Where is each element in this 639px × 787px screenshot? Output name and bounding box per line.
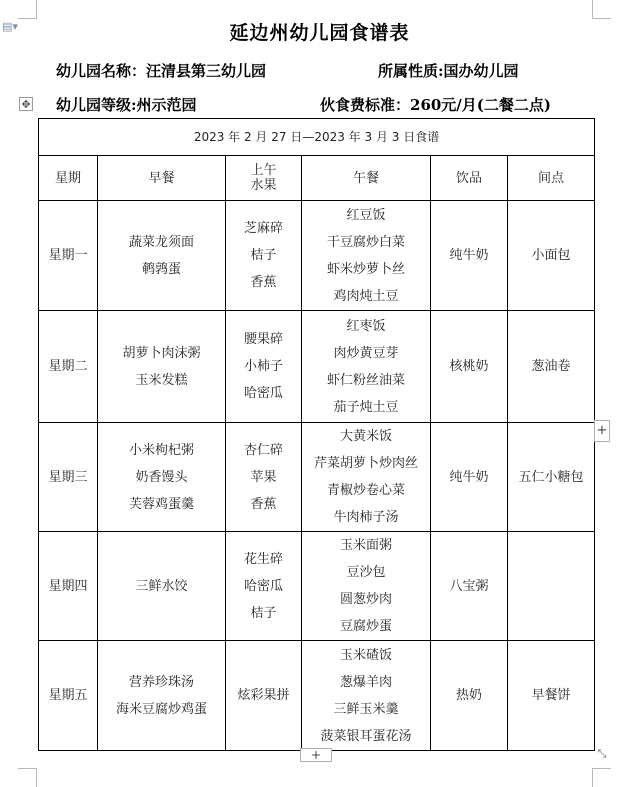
crop-mark-top-right: [592, 0, 611, 19]
dish-item: 三鲜玉米羹: [333, 701, 399, 717]
breakfast-cell: [98, 532, 226, 641]
fruit-cell: [226, 532, 302, 641]
menu-table: [38, 118, 595, 751]
snack-cell: 小面包: [508, 201, 595, 311]
table-row: [39, 532, 595, 641]
table-row: [39, 311, 595, 423]
lunch-cell: [302, 423, 431, 532]
dish-item: 鹌鹑蛋: [141, 261, 181, 277]
dish-item: 小柿子: [243, 359, 283, 374]
dish-item: 青椒炒卷心菜: [326, 483, 405, 498]
header-breakfast: 早餐: [98, 156, 226, 201]
add-column-button[interactable]: +: [594, 420, 610, 442]
header-fruit: [226, 156, 302, 201]
snack-cell: [508, 532, 595, 641]
dish-item: 杏仁碎: [243, 442, 283, 458]
crop-mark-top-left: [18, 0, 37, 19]
dish-item: 奶香馒头: [135, 469, 188, 485]
day-cell: 星期二: [39, 311, 98, 423]
kindergarten-grade: 幼儿园等级:州示范园: [56, 96, 197, 114]
drink-cell: 核桃奶: [431, 311, 508, 423]
breakfast-cell: [98, 311, 226, 423]
drink-cell: 纯牛奶: [431, 201, 508, 311]
dish-item: 豆腐炒蛋: [339, 619, 392, 634]
date-row: [39, 119, 595, 156]
dish-item: 玉米碴饭: [339, 647, 392, 663]
breakfast-cell: [98, 641, 226, 751]
document-icon: ▤▾: [2, 20, 18, 33]
dish-item: 茄子炖土豆: [333, 399, 399, 415]
dish-item: 香蕉: [250, 275, 277, 290]
snack-cell: 早餐饼: [508, 641, 595, 751]
table-row: [39, 201, 595, 311]
dish-item: 桔子: [250, 605, 277, 621]
drink-cell: 热奶: [431, 641, 508, 751]
table-resize-handle-icon[interactable]: ⤡: [597, 747, 607, 760]
dish-item: 腰果碎: [243, 332, 283, 347]
lunch-cell: [302, 201, 431, 311]
crop-mark-bottom-left: [18, 768, 37, 787]
dish-item: 蔬菜龙须面: [128, 234, 194, 250]
table-row: [39, 641, 595, 751]
dish-item: 哈密瓜: [243, 386, 283, 401]
fruit-cell: [226, 201, 302, 311]
dish-item: 桔子: [250, 248, 277, 263]
lunch-cell: [302, 641, 431, 751]
dish-item: 玉米面粥: [339, 538, 392, 553]
header-fruit-bottom: 水果: [250, 178, 277, 193]
day-cell: 星期五: [39, 641, 98, 751]
dish-item: 营养珍珠汤: [128, 674, 194, 690]
dish-item: 牛肉柿子汤: [333, 510, 399, 525]
lunch-cell: [302, 532, 431, 641]
dish-item: 虾米炒萝卜丝: [326, 261, 405, 277]
dish-item: 红枣饭: [346, 318, 386, 334]
dish-item: 玉米发糕: [135, 372, 188, 388]
kindergarten-name: 幼儿园名称：汪清县第三幼儿园: [56, 62, 267, 80]
dish-item: 干豆腐炒白菜: [326, 234, 405, 250]
header-lunch: 午餐: [302, 156, 431, 201]
header-snack: 间点: [508, 156, 595, 201]
dish-item: 虾仁粉丝油菜: [326, 372, 405, 388]
meal-fee-standard: 伙食费标准：260元/月(二餐二点): [320, 96, 551, 114]
dish-item: 香蕉: [250, 496, 277, 512]
dish-item: 芝麻碎: [243, 221, 283, 236]
dish-item: 炫彩果拼: [237, 688, 290, 703]
drink-cell: 纯牛奶: [431, 423, 508, 532]
dish-item: 菠菜银耳蛋花汤: [320, 728, 412, 744]
fruit-cell: [226, 311, 302, 423]
table-row: [39, 423, 595, 532]
breakfast-cell: [98, 201, 226, 311]
dish-item: 豆沙包: [346, 565, 386, 580]
header-drink: 饮品: [431, 156, 508, 201]
dish-item: 海米豆腐炒鸡蛋: [115, 701, 207, 717]
dish-item: 大黄米饭: [339, 429, 392, 444]
fruit-cell: [226, 641, 302, 751]
page-title: 延边州幼儿园食谱表: [229, 22, 410, 44]
date-range: 2023 年 2 月 27 日—2023 年 3 月 3 日食谱: [39, 119, 595, 156]
dish-item: 芙蓉鸡蛋羹: [128, 496, 194, 512]
dish-item: 鸡肉炖土豆: [333, 288, 399, 304]
dish-item: 圆葱炒肉: [339, 592, 392, 607]
dish-item: 葱爆羊肉: [339, 674, 392, 690]
day-cell: 星期四: [39, 532, 98, 641]
add-row-button[interactable]: +: [300, 748, 332, 762]
header-day: 星期: [39, 156, 98, 201]
dish-item: 肉炒黄豆芽: [333, 345, 399, 361]
dish-item: 红豆饭: [346, 207, 386, 223]
menu-body: [39, 201, 595, 751]
kindergarten-nature: 所属性质:国办幼儿园: [378, 62, 519, 80]
dish-item: 苹果: [250, 469, 277, 485]
lunch-cell: [302, 311, 431, 423]
day-cell: 星期三: [39, 423, 98, 532]
header-fruit-top: 上午: [250, 163, 277, 178]
dish-item: 花生碎: [243, 551, 283, 567]
fruit-cell: [226, 423, 302, 532]
dish-item: 小米枸杞粥: [128, 442, 194, 458]
day-cell: 星期一: [39, 201, 98, 311]
dish-item: 芹菜胡萝卜炒肉丝: [313, 456, 418, 471]
table-move-handle-icon[interactable]: ✥: [19, 97, 33, 111]
snack-cell: 五仁小糖包: [508, 423, 595, 532]
dish-item: 三鲜水饺: [135, 578, 188, 594]
crop-mark-bottom-right: [592, 768, 611, 787]
breakfast-cell: [98, 423, 226, 532]
header-row: [39, 156, 595, 201]
drink-cell: 八宝粥: [431, 532, 508, 641]
dish-item: 胡萝卜肉沫粥: [122, 345, 201, 361]
snack-cell: 葱油卷: [508, 311, 595, 423]
dish-item: 哈密瓜: [243, 578, 283, 594]
